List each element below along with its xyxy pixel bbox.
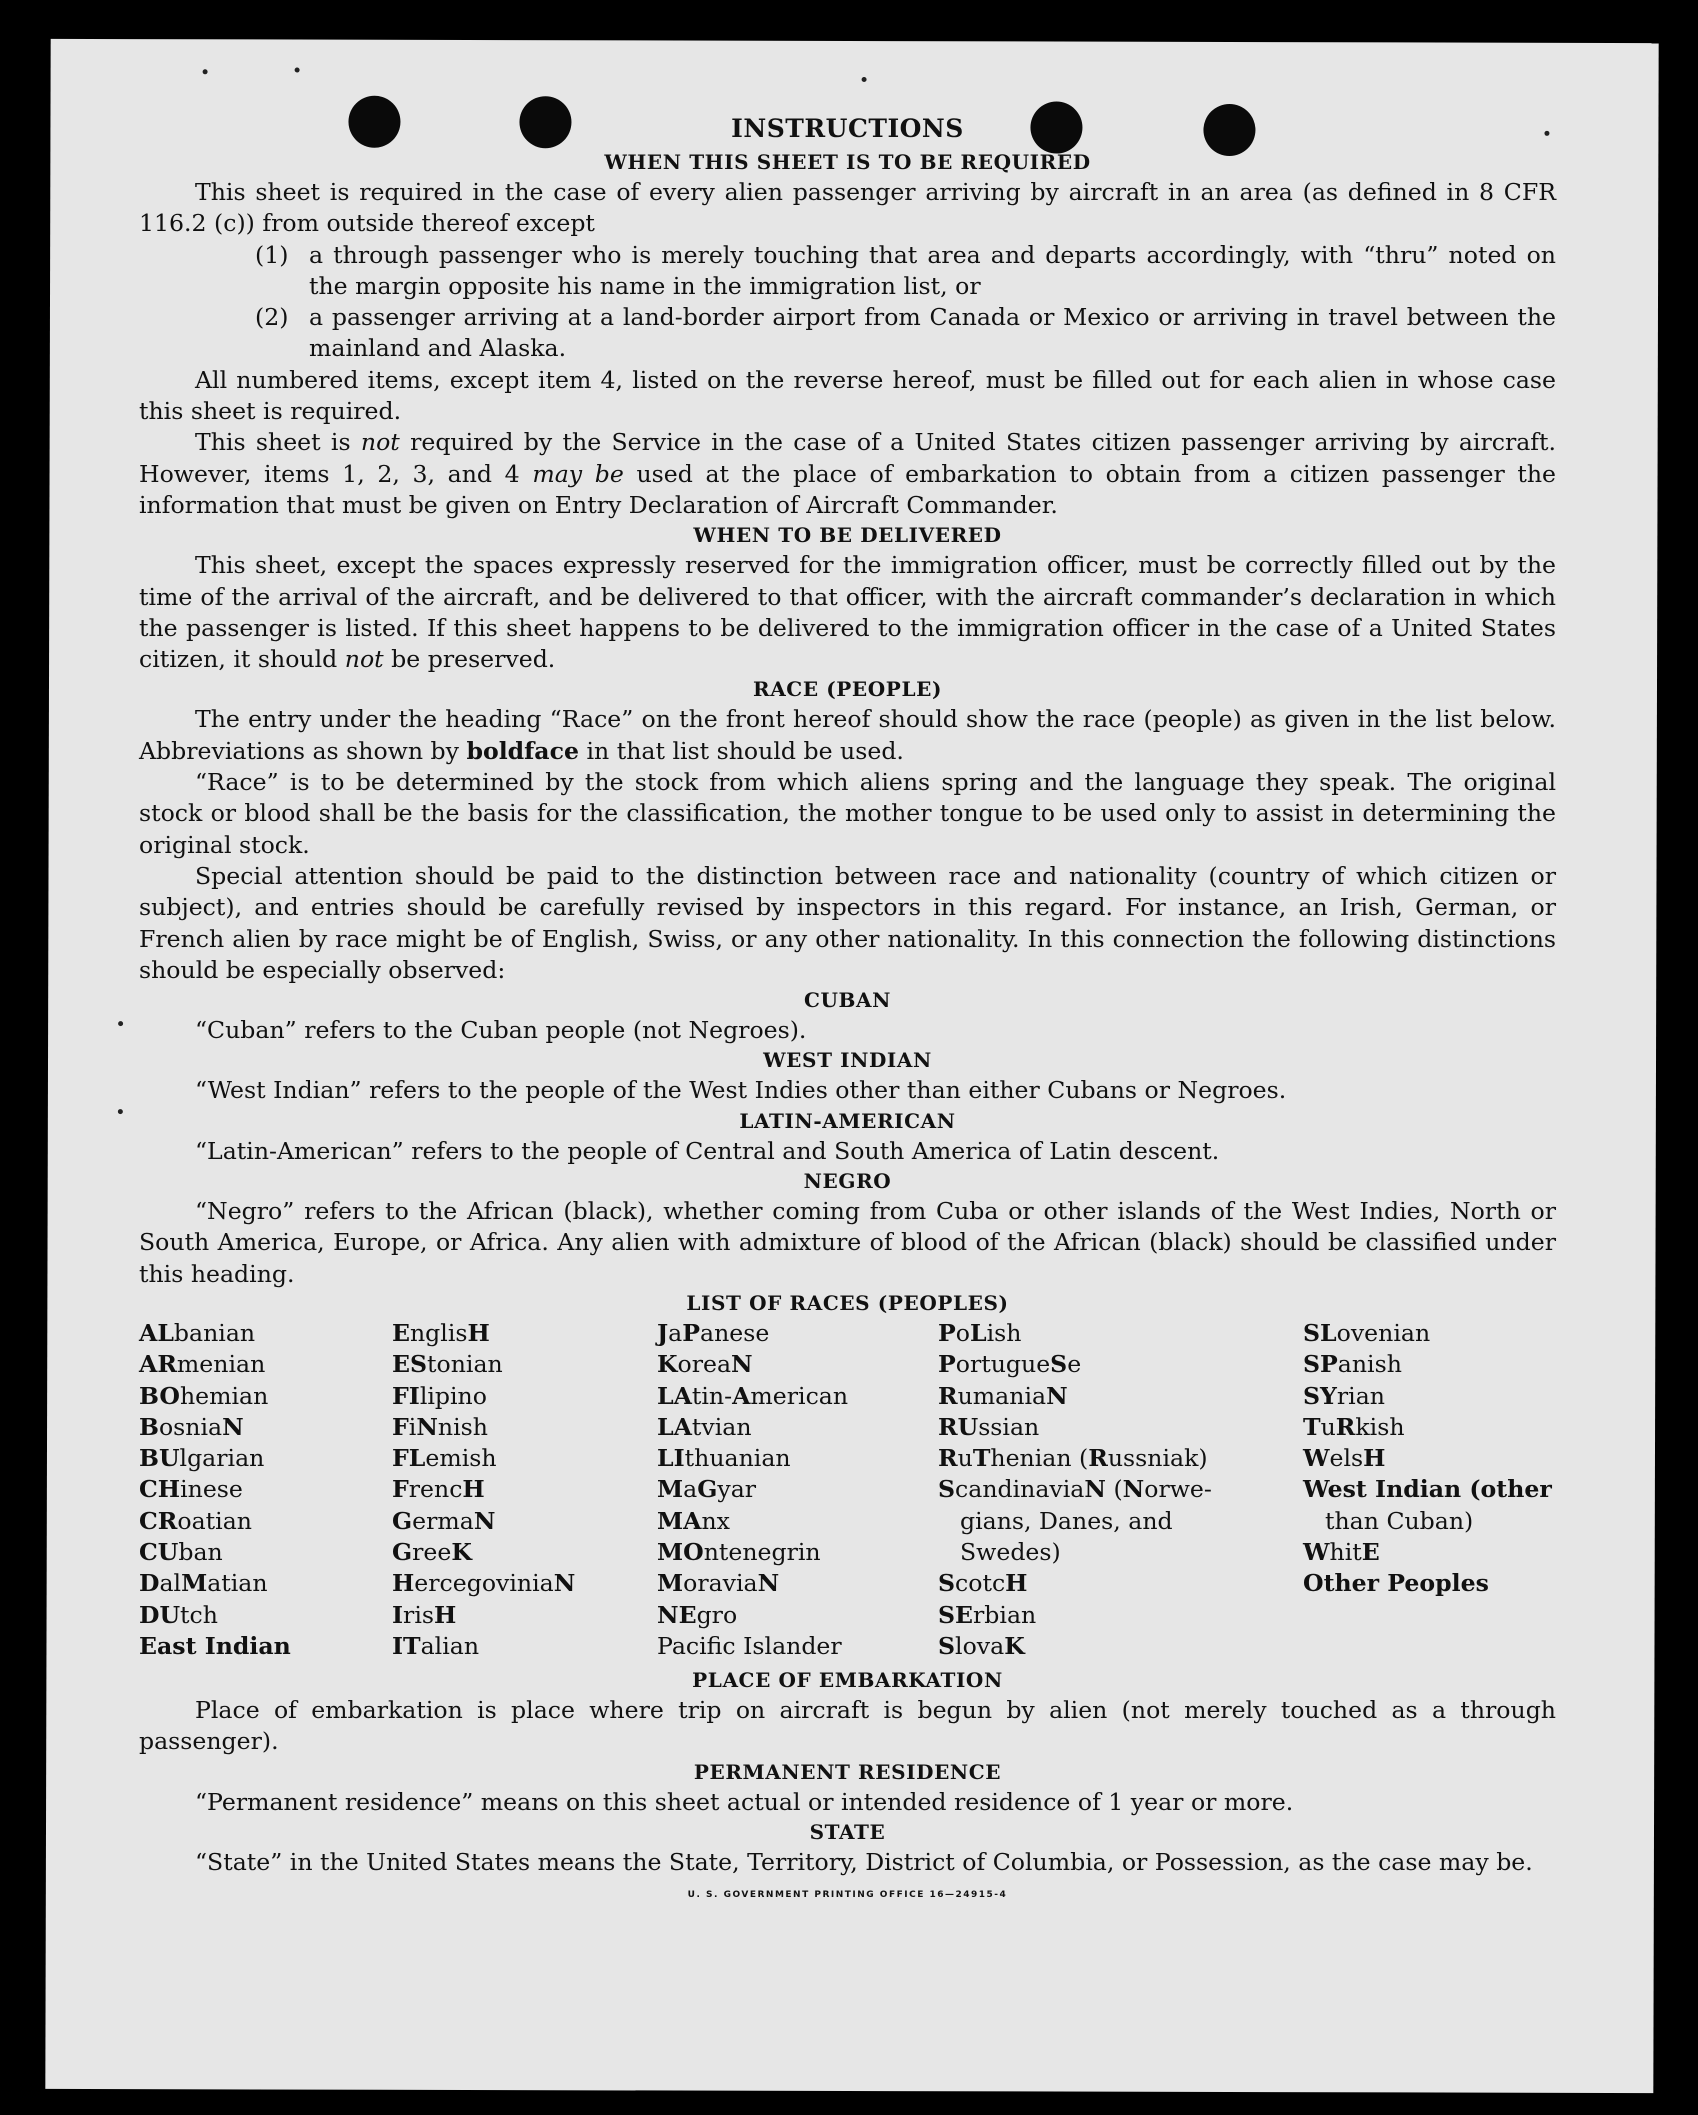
race-entry: CUban bbox=[139, 1537, 223, 1566]
race-entry: FrencH bbox=[392, 1475, 485, 1504]
race-entry: IrisH bbox=[392, 1600, 457, 1629]
race-entry: East Indian bbox=[139, 1631, 291, 1660]
page-title: INSTRUCTIONS bbox=[731, 114, 964, 143]
section-heading: RACE (PEOPLE) bbox=[752, 677, 943, 702]
section-heading: PERMANENT RESIDENCE bbox=[693, 1759, 1002, 1784]
race-entry: Pacific Islander bbox=[657, 1631, 842, 1660]
race-entry: SLovenian bbox=[1303, 1318, 1431, 1347]
race-entry: SErbian bbox=[938, 1600, 1037, 1629]
race-entry: ALbanian bbox=[139, 1318, 256, 1347]
race-entry: than Cuban) bbox=[1325, 1506, 1474, 1535]
race-entry: WelsH bbox=[1303, 1444, 1386, 1473]
section-heading: WEST INDIAN bbox=[763, 1048, 932, 1073]
list-item bbox=[139, 302, 1556, 365]
race-entry: CRoatian bbox=[139, 1506, 252, 1535]
race-entry: ARmenian bbox=[139, 1350, 266, 1379]
race-entry: GermaN bbox=[392, 1506, 496, 1535]
race-entry: HercegoviniaN bbox=[392, 1569, 576, 1598]
section-heading: LATIN-AMERICAN bbox=[739, 1108, 956, 1133]
speck bbox=[203, 69, 208, 74]
item-number: (2) bbox=[255, 303, 289, 332]
race-entry: RuThenian (Russniak) bbox=[938, 1444, 1208, 1473]
speck bbox=[118, 1021, 123, 1026]
race-entry: CHinese bbox=[139, 1475, 243, 1504]
paragraph: “Race” is to be determined by the stock from which aliens spring and the language they speak. The original stock or blood shall be the basis for the classification, the mother tongue to be used only to assist in determining the original stock. bbox=[139, 768, 1556, 859]
speck bbox=[862, 77, 867, 82]
race-entry: MAnx bbox=[657, 1506, 730, 1535]
paragraph: This sheet, except the spaces expressly reserved for the immigration officer, must be correctly filled out by the time of the arrival of the aircraft, and be delivered to that officer, with the aircraft commander’s declaration in which the passenger is listed. If this sheet happens to be delivered to the immigration officer in the case of a United States citizen, it should not be preserved. bbox=[139, 551, 1556, 674]
race-column bbox=[938, 1318, 1303, 1662]
paragraph: This sheet is required in the case of every alien passenger arriving by aircraft in an area (as defined in 8 CFR 116.2 (c)) from outside thereof except bbox=[139, 178, 1556, 238]
race-entry: MoraviaN bbox=[657, 1569, 780, 1598]
race-entry: BUlgarian bbox=[139, 1444, 265, 1473]
paragraph: Place of embarkation is place where trip on aircraft is begun by alien (not merely touched as a through passenger). bbox=[139, 1696, 1556, 1756]
race-entry: MaGyar bbox=[657, 1475, 757, 1504]
race-entry: RumaniaN bbox=[938, 1381, 1068, 1410]
list-item bbox=[139, 240, 1556, 303]
item-text: a passenger arriving at a land-border airport from Canada or Mexico or arriving in travel between the mainland and Alaska. bbox=[309, 303, 1556, 363]
race-entry: gians, Danes, and bbox=[960, 1506, 1173, 1535]
race-entry: ITalian bbox=[392, 1631, 480, 1660]
race-entry: LIthuanian bbox=[657, 1444, 791, 1473]
race-entry: ScandinaviaN (Norwe- bbox=[938, 1475, 1212, 1504]
section-heading: NEGRO bbox=[803, 1169, 892, 1194]
race-entry: PortugueSe bbox=[938, 1350, 1082, 1379]
race-entry: SlovaK bbox=[938, 1631, 1025, 1660]
race-entry: NEgro bbox=[657, 1600, 738, 1629]
paragraph: Special attention should be paid to the distinction between race and nationality (country of which citizen or subject), and entries should be carefully revised by inspectors in this regard. For instance, an Irish, German, or French alien by race might be of English, Swiss, or any other nationality. In this connection the following distinctions should be especially observed: bbox=[139, 861, 1556, 984]
race-entry: FIlipino bbox=[392, 1381, 487, 1410]
race-column bbox=[1303, 1318, 1556, 1662]
item-text: a through passenger who is merely touching that area and departs accordingly, with “thru” noted on the margin opposite his name in the immigration list, or bbox=[309, 240, 1556, 300]
paragraph: “Cuban” refers to the Cuban people (not Negroes). bbox=[195, 1016, 807, 1045]
race-entry: GreeK bbox=[392, 1537, 472, 1566]
section-heading: WHEN TO BE DELIVERED bbox=[693, 523, 1002, 548]
race-entry: LAtvian bbox=[657, 1412, 752, 1441]
speck bbox=[118, 1109, 123, 1114]
section-heading: WHEN THIS SHEET IS TO BE REQUIRED bbox=[604, 150, 1091, 174]
item-number: (1) bbox=[255, 240, 289, 269]
race-entry: PoLish bbox=[938, 1318, 1022, 1347]
printer-imprint: U. S. GOVERNMENT PRINTING OFFICE 16—24915-4 bbox=[687, 1890, 1008, 1901]
race-entry: Other Peoples bbox=[1303, 1569, 1489, 1598]
race-entry: DUtch bbox=[139, 1600, 218, 1629]
paragraph: This sheet is not required by the Service in the case of a United States citizen passenger arriving by aircraft. However, items 1, 2, 3, and 4 may be used at the place of embarkation to obtain from a citizen passenger the information that must be given on Entry Declaration of Aircraft Commander. bbox=[139, 428, 1557, 519]
speck bbox=[295, 68, 300, 73]
race-entry: West Indian (other bbox=[1303, 1475, 1552, 1504]
race-entry: TuRkish bbox=[1303, 1412, 1405, 1441]
race-entry: WhitE bbox=[1303, 1537, 1380, 1566]
section-heading: LIST OF RACES (PEOPLES) bbox=[686, 1290, 1009, 1315]
race-entry: BosniaN bbox=[139, 1412, 244, 1441]
race-entry: SPanish bbox=[1303, 1350, 1402, 1379]
race-entry: MOntenegrin bbox=[657, 1537, 821, 1566]
paragraph: “Latin-American” refers to the people of Central and South America of Latin descent. bbox=[195, 1136, 1220, 1165]
race-entry: RUssian bbox=[938, 1412, 1040, 1441]
paragraph: “State” in the United States means the State, Territory, District of Columbia, or Possession, as the case may be. bbox=[195, 1848, 1533, 1877]
paragraph: All numbered items, except item 4, listed on the reverse hereof, must be filled out for each alien in whose case this sheet is required. bbox=[139, 365, 1556, 426]
race-entry: DalMatian bbox=[139, 1569, 268, 1598]
race-entry: LAtin-American bbox=[657, 1381, 849, 1410]
race-entry: ScotcH bbox=[938, 1569, 1028, 1598]
race-column bbox=[139, 1318, 392, 1662]
race-entry: SYrian bbox=[1303, 1381, 1385, 1410]
paragraph: “Negro” refers to the African (black), whether coming from Cuba or other islands of the West Indies, North or South America, Europe, or Africa. Any alien with admixture of blood of the African (black) should be classified under this heading. bbox=[139, 1197, 1556, 1288]
race-entry: EStonian bbox=[392, 1350, 503, 1379]
section-heading: STATE bbox=[809, 1820, 886, 1845]
race-entry: FLemish bbox=[392, 1444, 497, 1473]
race-entry: JaPanese bbox=[657, 1318, 770, 1347]
paragraph: The entry under the heading “Race” on the front hereof should show the race (people) as given in the list below. Abbreviations as shown by boldface in that list should be used. bbox=[139, 705, 1556, 765]
race-list bbox=[139, 1318, 1556, 1662]
race-entry: EnglisH bbox=[392, 1318, 490, 1347]
paragraph: “Permanent residence” means on this sheet actual or intended residence of 1 year or more. bbox=[195, 1787, 1294, 1816]
paragraph: “West Indian” refers to the people of the West Indies other than either Cubans or Negroes. bbox=[195, 1076, 1287, 1105]
race-entry: KoreaN bbox=[657, 1350, 753, 1379]
instructions-text bbox=[139, 110, 1556, 1902]
section-heading: PLACE OF EMBARKATION bbox=[692, 1668, 1003, 1693]
race-column bbox=[657, 1318, 938, 1662]
race-entry: Swedes) bbox=[960, 1537, 1061, 1566]
race-entry: BOhemian bbox=[139, 1381, 269, 1410]
section-heading: CUBAN bbox=[803, 988, 892, 1013]
race-column bbox=[392, 1318, 657, 1662]
race-entry: FiNnish bbox=[392, 1412, 488, 1441]
